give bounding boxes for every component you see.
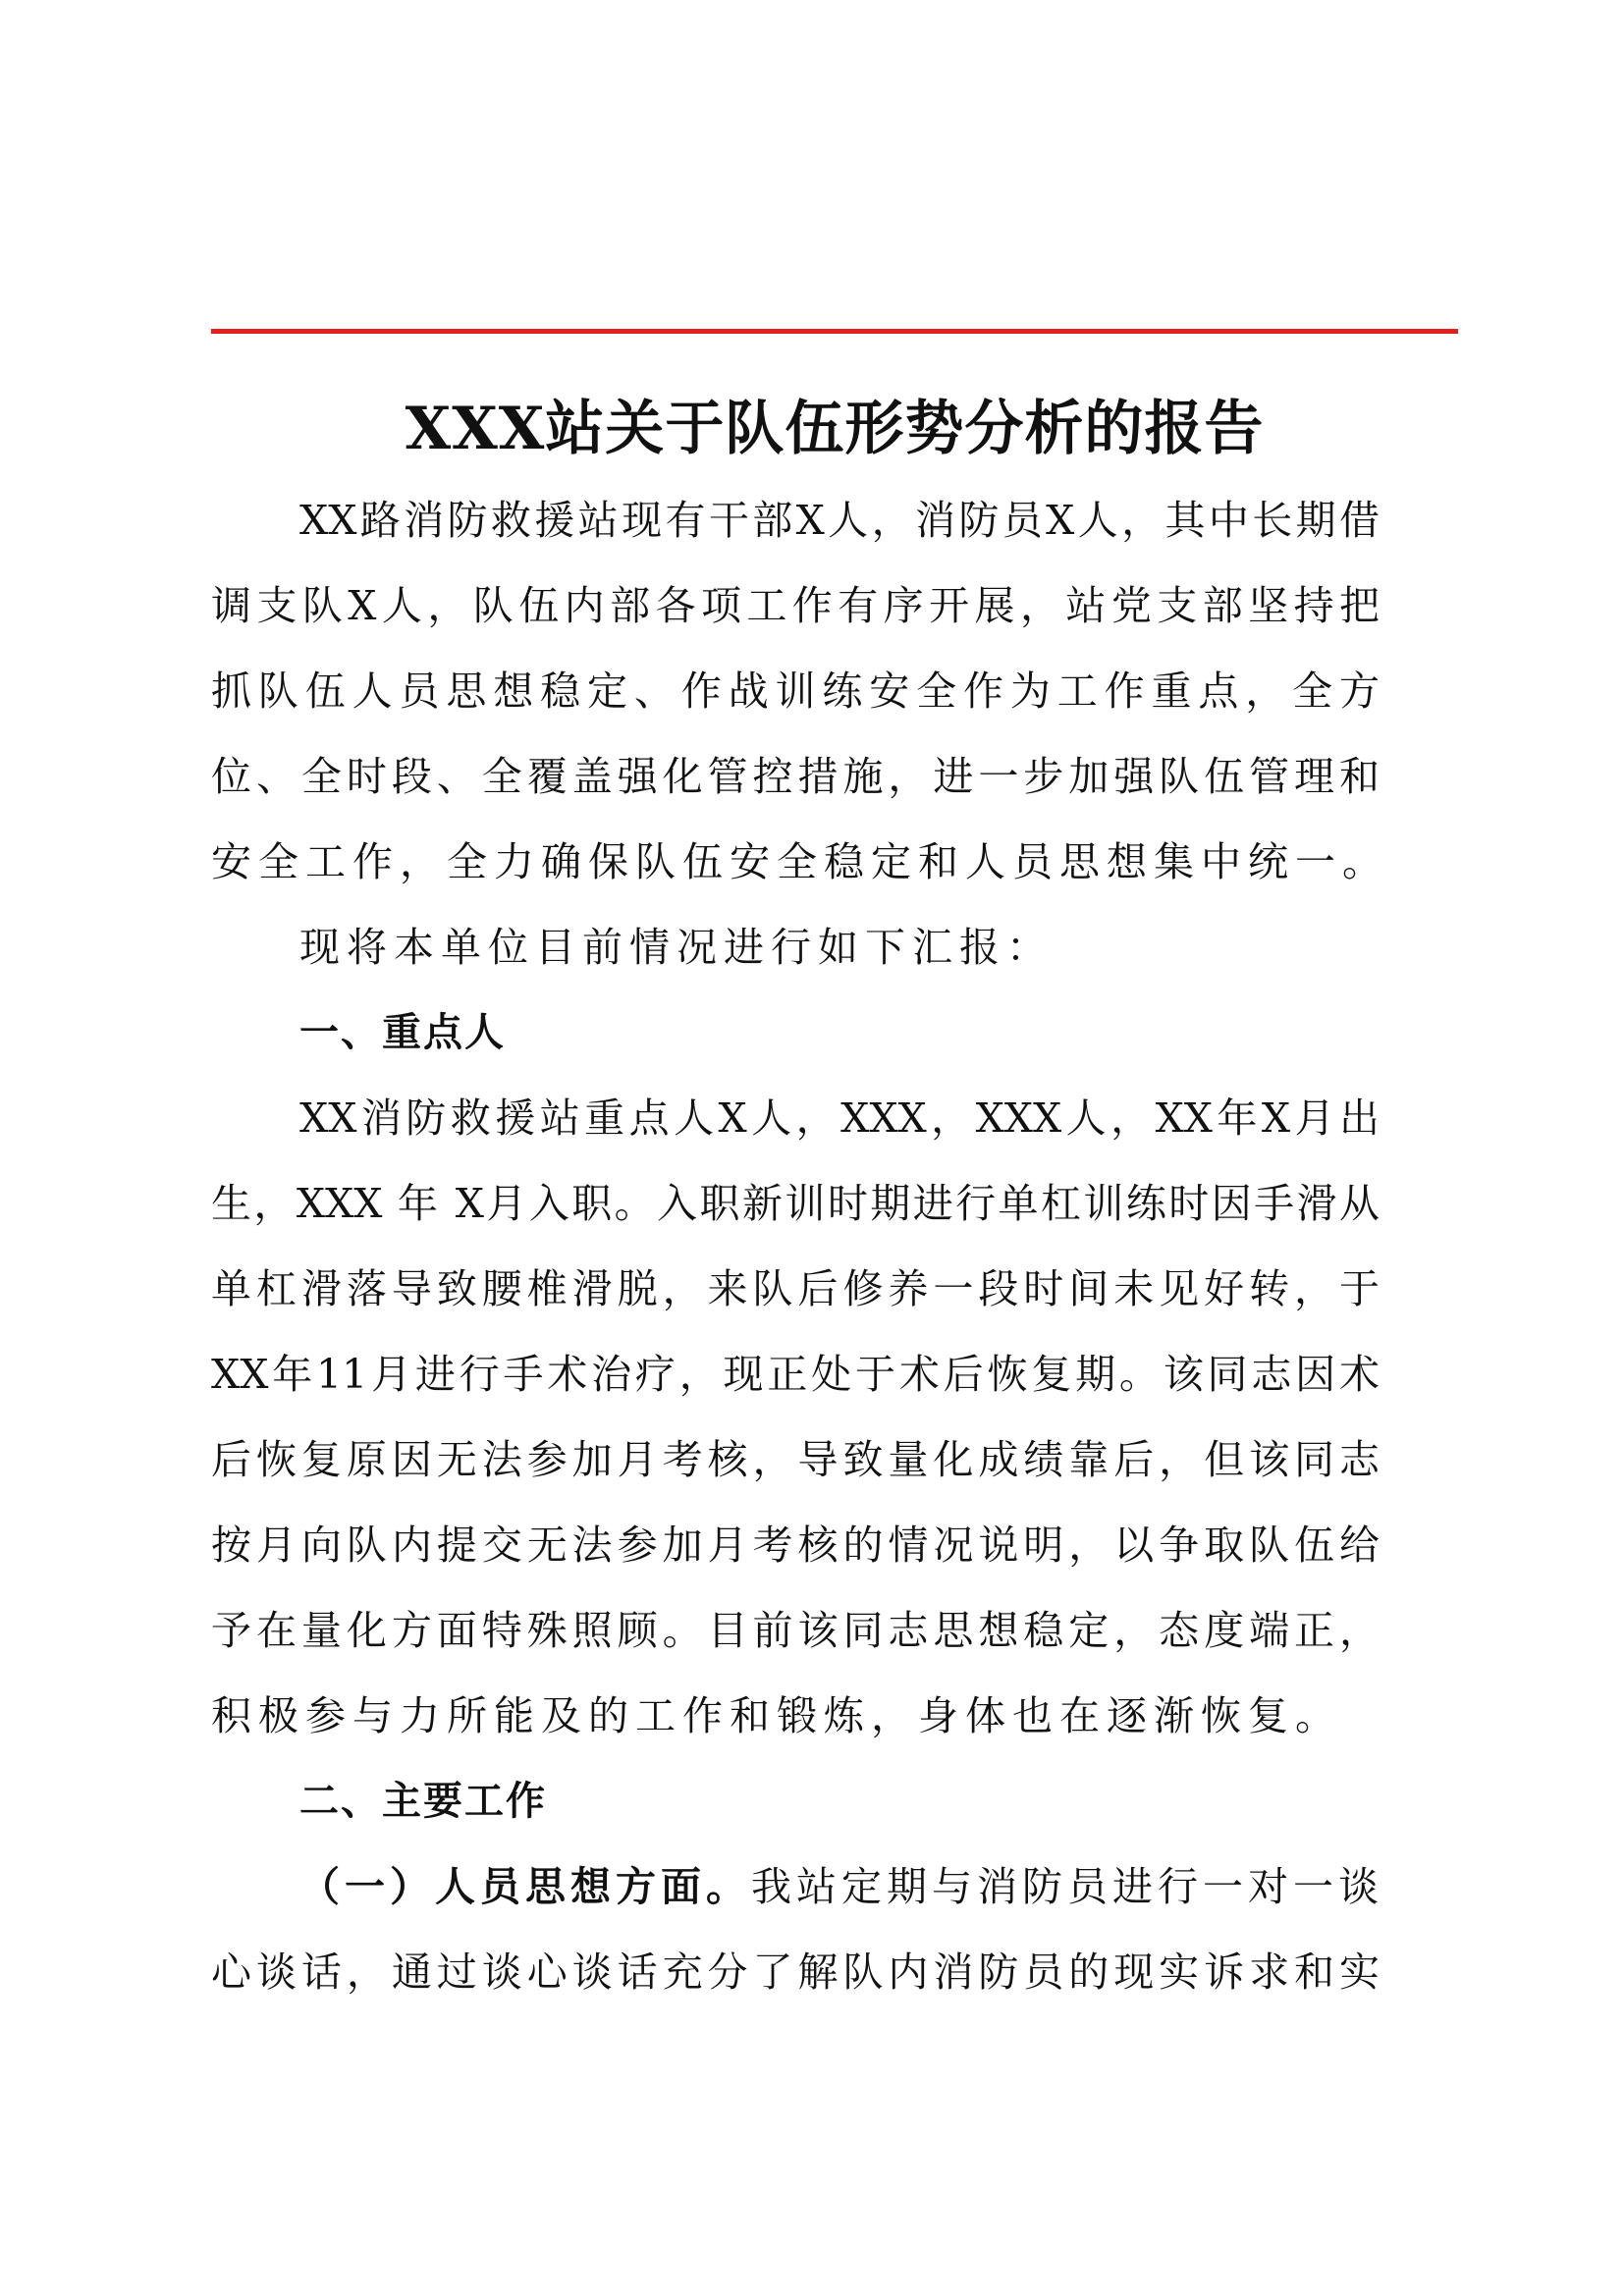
section-2-sub1-line-1 — [299, 1844, 1383, 1930]
document-title: XXX站关于队伍形势分析的报告 — [405, 395, 1265, 463]
section-1-line-3: 单杠滑落导致腰椎滑脱，来队后修养一段时间未见好转，于 — [211, 1265, 1380, 1312]
section-2-sub1-text: 我站定期与消防员进行一对一谈 — [751, 1863, 1383, 1910]
intro-line-1: XX路消防救援站现有干部X人，消防员X人，其中长期借 — [299, 497, 1380, 544]
intro-line-4: 位、全时段、全覆盖强化管控措施，进一步加强队伍管理和 — [211, 753, 1380, 800]
section-1-heading: 一、重点人 — [299, 1010, 506, 1055]
intro-line-2: 调支队X人，队伍内部各项工作有序开展，站党支部坚持把 — [211, 582, 1380, 629]
section-1-line-2: 生，XXX 年 X月入职。入职新训时期进行单杠训练时因手滑从 — [211, 1180, 1380, 1227]
intro-line-5: 安全工作，全力确保队伍安全稳定和人员思想集中统一。 — [211, 838, 1389, 885]
section-1-line-1: XX消防救援站重点人X人，XXX，XXX人，XX年X月出 — [299, 1095, 1380, 1142]
section-1-line-6: 按月向队内提交无法参加月考核的情况说明，以争取队伍给 — [211, 1522, 1380, 1569]
section-2-sub1-label: （一）人员思想方面。 — [299, 1863, 751, 1910]
section-1-line-8: 积极参与力所能及的工作和锻炼，身体也在逐渐恢复。 — [211, 1692, 1342, 1739]
section-2-sub1-line-2: 心谈话，通过谈心谈话充分了解队内消防员的现实诉求和实 — [211, 1949, 1380, 1996]
section-1-line-4: XX年11月进行手术治疗，现正处于术后恢复期。该同志因术 — [211, 1351, 1380, 1398]
section-1-line-5: 后恢复原因无法参加月考核，导致量化成绩靠后，但该同志 — [211, 1436, 1380, 1483]
section-1-line-7: 予在量化方面特殊照顾。目前该同志思想稳定，态度端正， — [211, 1607, 1380, 1654]
intro-line-3: 抓队伍人员思想稳定、作战训练安全作为工作重点，全方 — [211, 667, 1380, 715]
red-header-rule — [211, 329, 1458, 334]
report-intro-line: 现将本单位目前情况进行如下汇报： — [299, 924, 1054, 971]
section-2-heading: 二、主要工作 — [299, 1779, 547, 1824]
